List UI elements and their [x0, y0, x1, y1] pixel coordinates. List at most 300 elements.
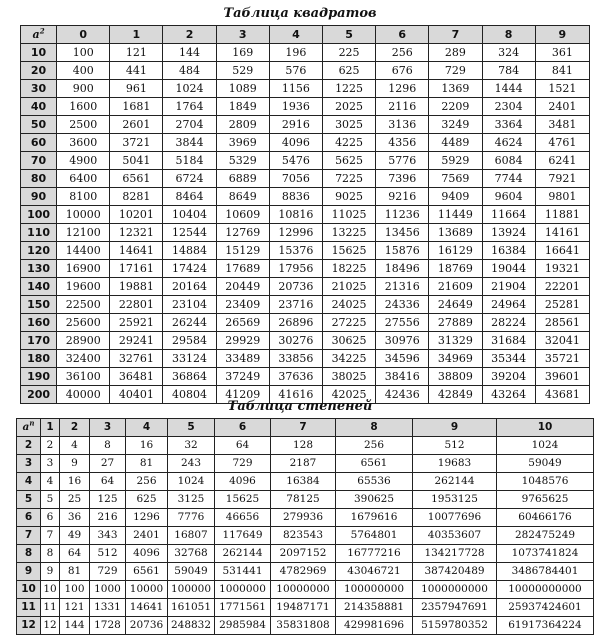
squares-value-cell: 21609 — [429, 278, 482, 296]
squares-value-cell: 19881 — [110, 278, 163, 296]
powers-value-cell: 2357947691 — [413, 599, 497, 617]
squares-value-cell: 6400 — [57, 170, 110, 188]
squares-value-cell: 26569 — [216, 314, 269, 332]
squares-value-cell: 30976 — [376, 332, 429, 350]
powers-value-cell: 1024 — [497, 437, 594, 455]
squares-value-cell: 6889 — [216, 170, 269, 188]
squares-value-cell: 529 — [216, 62, 269, 80]
squares-value-cell: 14884 — [163, 242, 216, 260]
squares-row-header: 90 — [21, 188, 57, 206]
powers-value-cell: 16384 — [271, 473, 336, 491]
powers-value-cell: 64 — [90, 473, 126, 491]
table-row — [21, 278, 590, 296]
squares-value-cell: 36481 — [110, 368, 163, 386]
table-row — [21, 314, 590, 332]
squares-row-header: 140 — [21, 278, 57, 296]
squares-value-cell: 8836 — [269, 188, 322, 206]
squares-value-cell: 41616 — [269, 386, 322, 404]
powers-value-cell: 64 — [215, 437, 271, 455]
table-row — [21, 350, 590, 368]
squares-value-cell: 42849 — [429, 386, 482, 404]
squares-value-cell: 256 — [376, 44, 429, 62]
squares-value-cell: 729 — [429, 62, 482, 80]
powers-column-header: 9 — [413, 419, 497, 437]
squares-value-cell: 9409 — [429, 188, 482, 206]
squares-value-cell: 21316 — [376, 278, 429, 296]
powers-value-cell: 5159780352 — [413, 617, 497, 635]
squares-row-header: 200 — [21, 386, 57, 404]
powers-value-cell: 25937424601 — [497, 599, 594, 617]
powers-value-cell: 343 — [90, 527, 126, 545]
squares-value-cell: 1225 — [322, 80, 375, 98]
powers-value-cell: 10 — [41, 581, 60, 599]
squares-value-cell: 9025 — [322, 188, 375, 206]
table-row — [21, 368, 590, 386]
powers-value-cell: 20736 — [126, 617, 168, 635]
squares-value-cell: 14641 — [110, 242, 163, 260]
squares-value-cell: 29584 — [163, 332, 216, 350]
powers-column-header: 1 — [41, 419, 60, 437]
squares-value-cell: 8281 — [110, 188, 163, 206]
powers-value-cell: 9 — [41, 563, 60, 581]
powers-title: Таблица степеней — [227, 399, 373, 414]
squares-value-cell: 3025 — [322, 116, 375, 134]
squares-corner-cell — [21, 26, 57, 44]
squares-value-cell: 8464 — [163, 188, 216, 206]
powers-value-cell: 19487171 — [271, 599, 336, 617]
squares-value-cell: 11881 — [535, 206, 589, 224]
powers-value-cell: 1771561 — [215, 599, 271, 617]
squares-value-cell: 4096 — [269, 134, 322, 152]
squares-value-cell: 3600 — [57, 134, 110, 152]
powers-table — [16, 418, 594, 635]
squares-value-cell: 25281 — [535, 296, 589, 314]
squares-corner-base: a — [32, 28, 40, 41]
powers-header-row — [17, 419, 594, 437]
squares-value-cell: 34225 — [322, 350, 375, 368]
squares-value-cell: 15625 — [322, 242, 375, 260]
powers-value-cell: 6561 — [336, 455, 413, 473]
powers-value-cell: 16 — [60, 473, 90, 491]
powers-value-cell: 256 — [126, 473, 168, 491]
powers-value-cell: 4 — [60, 437, 90, 455]
squares-row-header: 40 — [21, 98, 57, 116]
squares-value-cell: 43681 — [535, 386, 589, 404]
powers-value-cell: 1000000 — [215, 581, 271, 599]
squares-value-cell: 7396 — [376, 170, 429, 188]
squares-corner-exponent: 2 — [39, 26, 45, 36]
powers-value-cell: 121 — [60, 599, 90, 617]
squares-value-cell: 18496 — [376, 260, 429, 278]
squares-value-cell: 24964 — [482, 296, 535, 314]
powers-value-cell: 387420489 — [413, 563, 497, 581]
powers-value-cell: 729 — [215, 455, 271, 473]
squares-value-cell: 18225 — [322, 260, 375, 278]
squares-value-cell: 3249 — [429, 116, 482, 134]
squares-value-cell: 676 — [376, 62, 429, 80]
powers-row-header: 2 — [17, 437, 41, 455]
squares-column-header: 9 — [535, 26, 589, 44]
powers-value-cell: 1953125 — [413, 491, 497, 509]
powers-value-cell: 248832 — [168, 617, 215, 635]
squares-value-cell: 196 — [269, 44, 322, 62]
squares-value-cell: 13924 — [482, 224, 535, 242]
squares-value-cell: 4761 — [535, 134, 589, 152]
squares-value-cell: 13689 — [429, 224, 482, 242]
squares-row-header: 70 — [21, 152, 57, 170]
powers-value-cell: 4 — [41, 473, 60, 491]
powers-value-cell: 279936 — [271, 509, 336, 527]
squares-value-cell: 31329 — [429, 332, 482, 350]
squares-value-cell: 26896 — [269, 314, 322, 332]
powers-value-cell: 1048576 — [497, 473, 594, 491]
squares-row-header: 60 — [21, 134, 57, 152]
powers-value-cell: 144 — [60, 617, 90, 635]
squares-value-cell: 33489 — [216, 350, 269, 368]
squares-value-cell: 10609 — [216, 206, 269, 224]
powers-value-cell: 64 — [60, 545, 90, 563]
squares-value-cell: 3481 — [535, 116, 589, 134]
squares-column-header: 4 — [269, 26, 322, 44]
squares-value-cell: 3721 — [110, 134, 163, 152]
powers-value-cell: 282475249 — [497, 527, 594, 545]
squares-value-cell: 18769 — [429, 260, 482, 278]
powers-value-cell: 14641 — [126, 599, 168, 617]
squares-value-cell: 19321 — [535, 260, 589, 278]
squares-value-cell: 15876 — [376, 242, 429, 260]
table-row — [17, 437, 594, 455]
squares-value-cell: 28224 — [482, 314, 535, 332]
table-row — [17, 617, 594, 635]
squares-value-cell: 2601 — [110, 116, 163, 134]
squares-value-cell: 5184 — [163, 152, 216, 170]
squares-value-cell: 22500 — [57, 296, 110, 314]
powers-column-header: 6 — [215, 419, 271, 437]
powers-value-cell: 2097152 — [271, 545, 336, 563]
powers-value-cell: 65536 — [336, 473, 413, 491]
squares-value-cell: 5776 — [376, 152, 429, 170]
powers-value-cell: 161051 — [168, 599, 215, 617]
squares-column-header: 0 — [57, 26, 110, 44]
squares-value-cell: 11449 — [429, 206, 482, 224]
powers-row-header: 3 — [17, 455, 41, 473]
squares-value-cell: 2916 — [269, 116, 322, 134]
squares-value-cell: 16384 — [482, 242, 535, 260]
table-row — [21, 332, 590, 350]
squares-value-cell: 121 — [110, 44, 163, 62]
squares-value-cell: 3136 — [376, 116, 429, 134]
squares-value-cell: 39601 — [535, 368, 589, 386]
squares-value-cell: 27225 — [322, 314, 375, 332]
squares-value-cell: 37636 — [269, 368, 322, 386]
powers-value-cell: 32768 — [168, 545, 215, 563]
squares-title: Таблица квадратов — [223, 6, 377, 21]
squares-value-cell: 4624 — [482, 134, 535, 152]
powers-value-cell: 10077696 — [413, 509, 497, 527]
squares-value-cell: 32400 — [57, 350, 110, 368]
squares-value-cell: 9216 — [376, 188, 429, 206]
table-row — [17, 509, 594, 527]
squares-value-cell: 7744 — [482, 170, 535, 188]
squares-value-cell: 42025 — [322, 386, 375, 404]
powers-value-cell: 512 — [413, 437, 497, 455]
powers-value-cell: 4096 — [215, 473, 271, 491]
powers-value-cell: 59049 — [168, 563, 215, 581]
powers-value-cell: 3486784401 — [497, 563, 594, 581]
powers-value-cell: 81 — [126, 455, 168, 473]
powers-column-header: 2 — [60, 419, 90, 437]
squares-value-cell: 38416 — [376, 368, 429, 386]
powers-row-header: 8 — [17, 545, 41, 563]
squares-value-cell: 289 — [429, 44, 482, 62]
squares-value-cell: 12769 — [216, 224, 269, 242]
powers-row-header: 11 — [17, 599, 41, 617]
squares-value-cell: 40401 — [110, 386, 163, 404]
squares-value-cell: 28900 — [57, 332, 110, 350]
squares-row-header: 10 — [21, 44, 57, 62]
powers-column-header: 5 — [168, 419, 215, 437]
squares-value-cell: 2116 — [376, 98, 429, 116]
powers-row-header: 5 — [17, 491, 41, 509]
table-row — [17, 527, 594, 545]
squares-value-cell: 27889 — [429, 314, 482, 332]
squares-value-cell: 17689 — [216, 260, 269, 278]
powers-row-header: 7 — [17, 527, 41, 545]
squares-column-header: 2 — [163, 26, 216, 44]
squares-value-cell: 14400 — [57, 242, 110, 260]
squares-value-cell: 484 — [163, 62, 216, 80]
powers-value-cell: 16777216 — [336, 545, 413, 563]
powers-value-cell: 1728 — [90, 617, 126, 635]
powers-value-cell: 35831808 — [271, 617, 336, 635]
table-row — [21, 152, 590, 170]
squares-value-cell: 36864 — [163, 368, 216, 386]
powers-value-cell: 16807 — [168, 527, 215, 545]
squares-value-cell: 169 — [216, 44, 269, 62]
squares-value-cell: 15376 — [269, 242, 322, 260]
squares-value-cell: 12996 — [269, 224, 322, 242]
squares-value-cell: 23716 — [269, 296, 322, 314]
squares-value-cell: 10000 — [57, 206, 110, 224]
squares-value-cell: 23409 — [216, 296, 269, 314]
powers-value-cell: 81 — [60, 563, 90, 581]
powers-column-header: 4 — [126, 419, 168, 437]
squares-value-cell: 6241 — [535, 152, 589, 170]
squares-value-cell: 22801 — [110, 296, 163, 314]
squares-row-header: 180 — [21, 350, 57, 368]
squares-column-header: 6 — [376, 26, 429, 44]
powers-value-cell: 46656 — [215, 509, 271, 527]
squares-value-cell: 40804 — [163, 386, 216, 404]
squares-row-header: 50 — [21, 116, 57, 134]
squares-value-cell: 16641 — [535, 242, 589, 260]
table-row — [21, 206, 590, 224]
powers-value-cell: 823543 — [271, 527, 336, 545]
squares-value-cell: 2209 — [429, 98, 482, 116]
squares-value-cell: 5476 — [269, 152, 322, 170]
squares-value-cell: 12544 — [163, 224, 216, 242]
powers-value-cell: 40353607 — [413, 527, 497, 545]
squares-column-header: 3 — [216, 26, 269, 44]
squares-row-header: 190 — [21, 368, 57, 386]
squares-value-cell: 11236 — [376, 206, 429, 224]
squares-value-cell: 400 — [57, 62, 110, 80]
powers-value-cell: 2187 — [271, 455, 336, 473]
powers-value-cell: 100 — [60, 581, 90, 599]
squares-value-cell: 5929 — [429, 152, 482, 170]
squares-value-cell: 7569 — [429, 170, 482, 188]
table-row — [21, 260, 590, 278]
squares-row-header: 110 — [21, 224, 57, 242]
squares-value-cell: 7056 — [269, 170, 322, 188]
powers-row-header: 9 — [17, 563, 41, 581]
squares-value-cell: 7225 — [322, 170, 375, 188]
squares-value-cell: 25921 — [110, 314, 163, 332]
powers-value-cell: 2401 — [126, 527, 168, 545]
squares-value-cell: 7921 — [535, 170, 589, 188]
squares-value-cell: 4356 — [376, 134, 429, 152]
squares-value-cell: 144 — [163, 44, 216, 62]
squares-value-cell: 1089 — [216, 80, 269, 98]
squares-value-cell: 32761 — [110, 350, 163, 368]
powers-column-header: 8 — [336, 419, 413, 437]
squares-value-cell: 6561 — [110, 170, 163, 188]
table-row — [21, 134, 590, 152]
squares-row-header: 170 — [21, 332, 57, 350]
table-row — [21, 62, 590, 80]
squares-value-cell: 20449 — [216, 278, 269, 296]
powers-value-cell: 2985984 — [215, 617, 271, 635]
squares-value-cell: 13225 — [322, 224, 375, 242]
squares-value-cell: 9801 — [535, 188, 589, 206]
squares-table — [20, 25, 590, 404]
powers-value-cell: 10000000 — [271, 581, 336, 599]
squares-value-cell: 15129 — [216, 242, 269, 260]
powers-value-cell: 1024 — [168, 473, 215, 491]
squares-value-cell: 25600 — [57, 314, 110, 332]
squares-value-cell: 11664 — [482, 206, 535, 224]
powers-value-cell: 531441 — [215, 563, 271, 581]
powers-value-cell: 59049 — [497, 455, 594, 473]
squares-column-header: 7 — [429, 26, 482, 44]
squares-row-header: 150 — [21, 296, 57, 314]
squares-value-cell: 16900 — [57, 260, 110, 278]
squares-value-cell: 34596 — [376, 350, 429, 368]
squares-value-cell: 17424 — [163, 260, 216, 278]
squares-value-cell: 4489 — [429, 134, 482, 152]
powers-value-cell: 43046721 — [336, 563, 413, 581]
squares-value-cell: 441 — [110, 62, 163, 80]
squares-value-cell: 4900 — [57, 152, 110, 170]
squares-value-cell: 12321 — [110, 224, 163, 242]
squares-value-cell: 41209 — [216, 386, 269, 404]
powers-value-cell: 7 — [41, 527, 60, 545]
squares-row-header: 80 — [21, 170, 57, 188]
powers-row-header: 4 — [17, 473, 41, 491]
powers-value-cell: 8 — [90, 437, 126, 455]
squares-value-cell: 11025 — [322, 206, 375, 224]
squares-value-cell: 28561 — [535, 314, 589, 332]
squares-value-cell: 3364 — [482, 116, 535, 134]
squares-value-cell: 31684 — [482, 332, 535, 350]
powers-value-cell: 9765625 — [497, 491, 594, 509]
squares-value-cell: 2809 — [216, 116, 269, 134]
powers-row-header: 10 — [17, 581, 41, 599]
table-row — [17, 473, 594, 491]
squares-value-cell: 24336 — [376, 296, 429, 314]
squares-value-cell: 39204 — [482, 368, 535, 386]
squares-value-cell: 17161 — [110, 260, 163, 278]
table-row — [21, 170, 590, 188]
squares-value-cell: 32041 — [535, 332, 589, 350]
squares-value-cell: 2025 — [322, 98, 375, 116]
table-row — [21, 44, 590, 62]
powers-value-cell: 6561 — [126, 563, 168, 581]
squares-column-header: 1 — [110, 26, 163, 44]
powers-value-cell: 262144 — [215, 545, 271, 563]
table-row — [17, 599, 594, 617]
powers-value-cell: 1000000000 — [413, 581, 497, 599]
squares-value-cell: 3969 — [216, 134, 269, 152]
squares-value-cell: 19600 — [57, 278, 110, 296]
squares-value-cell: 35721 — [535, 350, 589, 368]
powers-value-cell: 12 — [41, 617, 60, 635]
squares-value-cell: 1849 — [216, 98, 269, 116]
squares-row-header: 20 — [21, 62, 57, 80]
squares-value-cell: 9604 — [482, 188, 535, 206]
squares-value-cell: 34969 — [429, 350, 482, 368]
squares-value-cell: 29241 — [110, 332, 163, 350]
powers-value-cell: 25 — [60, 491, 90, 509]
powers-corner-exponent: n — [29, 418, 35, 428]
powers-column-header: 3 — [90, 419, 126, 437]
powers-row-header: 6 — [17, 509, 41, 527]
powers-value-cell: 16 — [126, 437, 168, 455]
powers-value-cell: 8 — [41, 545, 60, 563]
powers-corner-base: a — [22, 421, 30, 433]
squares-value-cell: 2500 — [57, 116, 110, 134]
powers-value-cell: 10000000000 — [497, 581, 594, 599]
powers-value-cell: 7776 — [168, 509, 215, 527]
powers-value-cell: 262144 — [413, 473, 497, 491]
squares-value-cell: 20164 — [163, 278, 216, 296]
squares-value-cell: 14161 — [535, 224, 589, 242]
powers-row-header: 12 — [17, 617, 41, 635]
squares-row-header: 120 — [21, 242, 57, 260]
squares-value-cell: 5625 — [322, 152, 375, 170]
powers-value-cell: 117649 — [215, 527, 271, 545]
powers-value-cell: 61917364224 — [497, 617, 594, 635]
powers-value-cell: 1296 — [126, 509, 168, 527]
squares-header-row — [21, 26, 590, 44]
squares-value-cell: 20736 — [269, 278, 322, 296]
powers-value-cell: 1679616 — [336, 509, 413, 527]
squares-value-cell: 2401 — [535, 98, 589, 116]
squares-value-cell: 21904 — [482, 278, 535, 296]
powers-value-cell: 36 — [60, 509, 90, 527]
squares-value-cell: 12100 — [57, 224, 110, 242]
squares-value-cell: 42436 — [376, 386, 429, 404]
squares-row-header: 30 — [21, 80, 57, 98]
squares-column-header: 8 — [482, 26, 535, 44]
squares-value-cell: 841 — [535, 62, 589, 80]
table-row — [21, 224, 590, 242]
squares-value-cell: 1296 — [376, 80, 429, 98]
squares-value-cell: 1024 — [163, 80, 216, 98]
powers-value-cell: 4782969 — [271, 563, 336, 581]
powers-value-cell: 1073741824 — [497, 545, 594, 563]
powers-value-cell: 1331 — [90, 599, 126, 617]
